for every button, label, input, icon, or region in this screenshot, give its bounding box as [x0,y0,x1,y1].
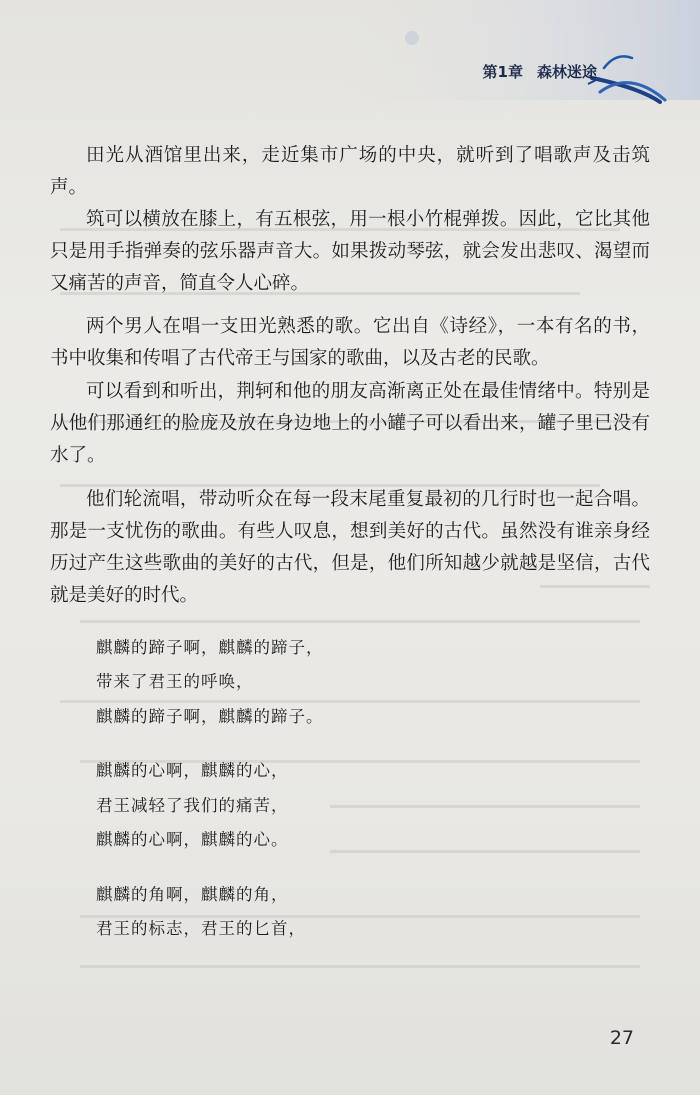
chapter-title: 森林迷途 [536,63,597,81]
paragraph: 可以看到和听出，荆轲和他的朋友高渐离正处在最佳情绪中。特别是从他们那通红的脸庞及放在身边地上的小罐子可以看出来，罐子里已没有水了。 [50,381,650,466]
poem-line: 麒麟的心啊，麒麟的心， [96,761,289,780]
poem-line: 君王的标志，君王的匕首， [96,919,306,938]
page-number: 27 [609,1027,634,1049]
paragraph: 他们轮流唱，带动听众在每一段末尾重复最初的几行时也一起合唱。那是一支忧伤的歌曲。有些人叹息，想到美好的古代。虽然没有谁亲身经历过产生这些歌曲的美好的古代，但是，他们所知越少就越是坚信，古代就是美好的时代。 [50,489,650,606]
paragraph: 田光从酒馆里出来，走近集市广场的中央，就听到了唱歌声及击筑声。 [50,145,650,198]
poem-line: 带来了君王的呼唤， [96,672,254,691]
running-head [483,61,597,82]
poem-line: 麒麟的角啊，麒麟的角， [96,885,289,904]
poem-line: 麒麟的蹄子啊，麒麟的蹄子， [96,638,324,657]
paragraph: 两个男人在唱一支田光熟悉的歌。它出自《诗经》，一本有名的书，书中收集和传唱了古代帝王与国家的歌曲，以及古老的民歌。 [50,316,650,369]
poem-line: 麒麟的蹄子啊，麒麟的蹄子。 [96,707,324,726]
paragraph: 筑可以横放在膝上，有五根弦，用一根小竹棍弹拨。因此，它比其他只是用手指弹奏的弦乐器声音大。如果拨动琴弦，就会发出悲叹、渴望而又痛苦的声音，简直令人心碎。 [50,209,650,294]
poem-line: 君王减轻了我们的痛苦， [96,796,289,815]
page-header [0,0,700,110]
chapter-label: 第1章 [482,63,523,81]
poem-line: 麒麟的心啊，麒麟的心。 [96,830,289,849]
header-swoosh-decoration [0,0,700,110]
